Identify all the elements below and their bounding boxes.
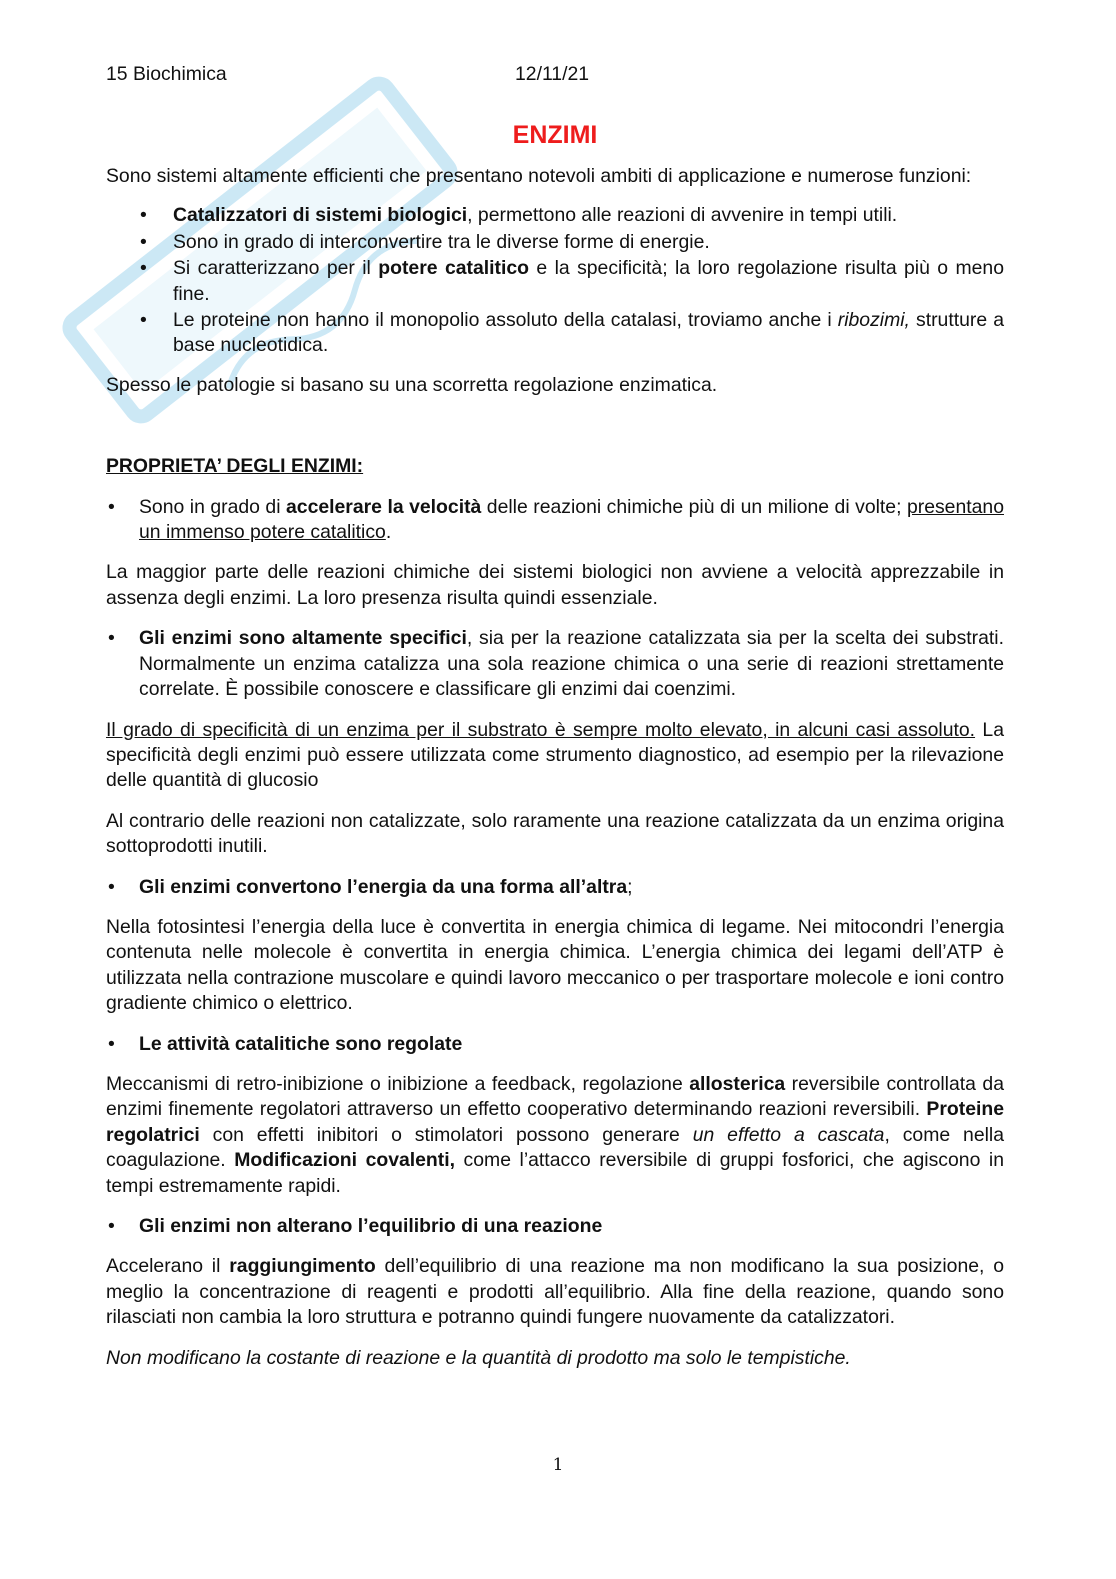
bullet-text: , permettono alle reazioni di avvenire in tempi utili.: [467, 204, 898, 227]
intro-paragraph: Sono sistemi altamente efficienti che presentano notevoli ambiti di applicazione e numerose funzioni:: [106, 165, 972, 187]
property-item-regulation: [106, 1032, 1004, 1057]
bullet-icon: •: [108, 1215, 115, 1237]
property-item-equilibrium: [106, 1214, 1004, 1239]
list-item: [106, 230, 1004, 255]
property-bold-text: accelerare la velocità: [286, 495, 482, 518]
property-item-energy: [106, 875, 1004, 900]
bullet-text: Si caratterizzano per il: [173, 257, 379, 280]
bullet-icon: •: [108, 1032, 115, 1055]
property-text: , sia per la reazione catalizzata sia per la scelta dei substrati. Normalmente un enzima catalizza una sola reazione chimica o una serie di reazioni strettamente correlate. È possibile conoscere e classificare gli enzimi dai coenzimi.: [139, 627, 1004, 701]
bold-text: allosterica: [689, 1072, 786, 1095]
byproducts-paragraph: Al contrario delle reazioni non catalizzate, solo raramente una reazione catalizzata da un enzima origina sottoprodotti inutili.: [106, 809, 1004, 858]
course-label: 15 Biochimica: [106, 63, 227, 85]
property-text: ;: [627, 875, 633, 898]
bullet-icon: •: [108, 627, 115, 650]
paragraph-text: come l’attacco reversibile di gruppi fosforici, che agiscono in tempi estremamente rapidi.: [106, 1149, 1004, 1197]
pathology-note: Spesso le patologie si basano su una scorretta regolazione enzimatica.: [106, 373, 718, 396]
regulation-paragraph: [106, 1072, 1004, 1199]
bullet-icon: •: [140, 257, 147, 280]
velocity-paragraph: La maggior parte delle reazioni chimiche dei sistemi biologici non avviene a velocità apprezzabile in assenza degli enzimi. La loro presenza risulta quindi essenziale.: [106, 561, 1004, 609]
bullet-text: Le proteine non hanno il monopolio assoluto della catalasi, troviamo anche i: [173, 309, 838, 332]
property-text: .: [385, 521, 392, 544]
property-text: Sono in grado di: [139, 495, 286, 518]
property-bold-text: Gli enzimi convertono l’energia da una forma all’altra: [139, 875, 628, 898]
bold-text: raggiungimento: [229, 1255, 376, 1278]
bullet-icon: •: [140, 309, 147, 332]
bullet-italic-text: ribozimi,: [837, 309, 910, 332]
intro-bullet-list: [106, 203, 1004, 358]
bullet-bold-text: potere catalitico: [378, 257, 529, 280]
bullet-text: Sono in grado di interconvertire tra le diverse forme di energie.: [173, 230, 710, 253]
bullet-text: strutture a base nucleotidica.: [173, 309, 1004, 357]
property-underlined-text: presentano un immenso potere catalitico: [139, 495, 1004, 544]
list-item: [106, 256, 1004, 307]
page-title: ENZIMI: [512, 121, 598, 149]
section-heading: PROPRIETA’ DEGLI ENZIMI:: [106, 455, 364, 478]
property-item-specificity: [106, 626, 1004, 702]
property-bold-text: Le attività catalitiche sono regolate: [139, 1032, 463, 1055]
paragraph-text: Accelerano il: [106, 1255, 230, 1278]
bullet-icon: •: [140, 230, 147, 253]
bullet-bold-text: Catalizzatori di sistemi biologici: [173, 204, 468, 227]
paragraph-text: con effetti inibitori o stimolatori possono generare: [199, 1123, 693, 1146]
italic-text: un effetto a cascata: [692, 1123, 885, 1146]
date-label: 12/11/21: [515, 63, 590, 85]
document-body: [106, 62, 1004, 1371]
paragraph-text: La specificità degli enzimi può essere utilizzata come strumento diagnostico, ad esempio per la rilevazione delle quantità di glucosio: [106, 718, 1004, 792]
property-item-velocity: [106, 495, 1004, 546]
specificity-paragraph: [106, 718, 1004, 794]
bold-text: Proteine regolatrici: [106, 1098, 1004, 1146]
page-header: [106, 62, 1004, 94]
list-item: [106, 203, 1004, 228]
list-item: [106, 308, 1004, 359]
bullet-icon: •: [108, 875, 115, 898]
page-number: 1: [552, 1455, 564, 1475]
bullet-icon: •: [140, 204, 147, 227]
energy-paragraph: Nella fotosintesi l’energia della luce è convertita in energia chimica di legame. Nei mitocondri l’energia contenuta nelle molecole è convertita in energia chimica. L’energia chimica dei legami dell’ATP è utilizzata nella contrazione muscolare e quindi lavoro meccanico o per trasportare molecole e ioni contro gradiente chimico o elettrico.: [106, 915, 1004, 1015]
bullet-text: e la specificità; la loro regolazione risulta più o meno fine.: [173, 257, 1004, 305]
paragraph-text: dell’equilibrio di una reazione ma non modificano la sua posizione, o meglio la concentrazione di reagenti e prodotti all’equilibrio. Alla fine della reazione, quando sono rilasciati non cambia la loro struttura e potranno quindi fungere nuovamente da catalizzatori.: [106, 1255, 1004, 1329]
property-bold-text: Gli enzimi sono altamente specifici: [139, 627, 467, 650]
bold-text: Modificazioni covalenti,: [234, 1149, 456, 1172]
equilibrium-paragraph: [106, 1254, 1004, 1330]
property-text: delle reazioni chimiche più di un milione di volte;: [481, 495, 907, 518]
closing-note: Non modificano la costante di reazione e la quantità di prodotto ma solo le tempistiche.: [106, 1346, 851, 1369]
underlined-text: Il grado di specificità di un enzima per il substrato è sempre molto elevato, in alcuni casi assoluto.: [106, 718, 976, 741]
paragraph-text: , come nella coagulazione.: [106, 1123, 1004, 1172]
bullet-icon: •: [108, 495, 115, 518]
property-bold-text: Gli enzimi non alterano l’equilibrio di una reazione: [139, 1215, 603, 1237]
paragraph-text: reversibile controllata da enzimi finemente regolatori attraverso un effetto cooperativo determinando reazioni reversibili.: [106, 1072, 1004, 1121]
paragraph-text: Meccanismi di retro-inibizione o inibizione a feedback, regolazione: [106, 1072, 690, 1095]
